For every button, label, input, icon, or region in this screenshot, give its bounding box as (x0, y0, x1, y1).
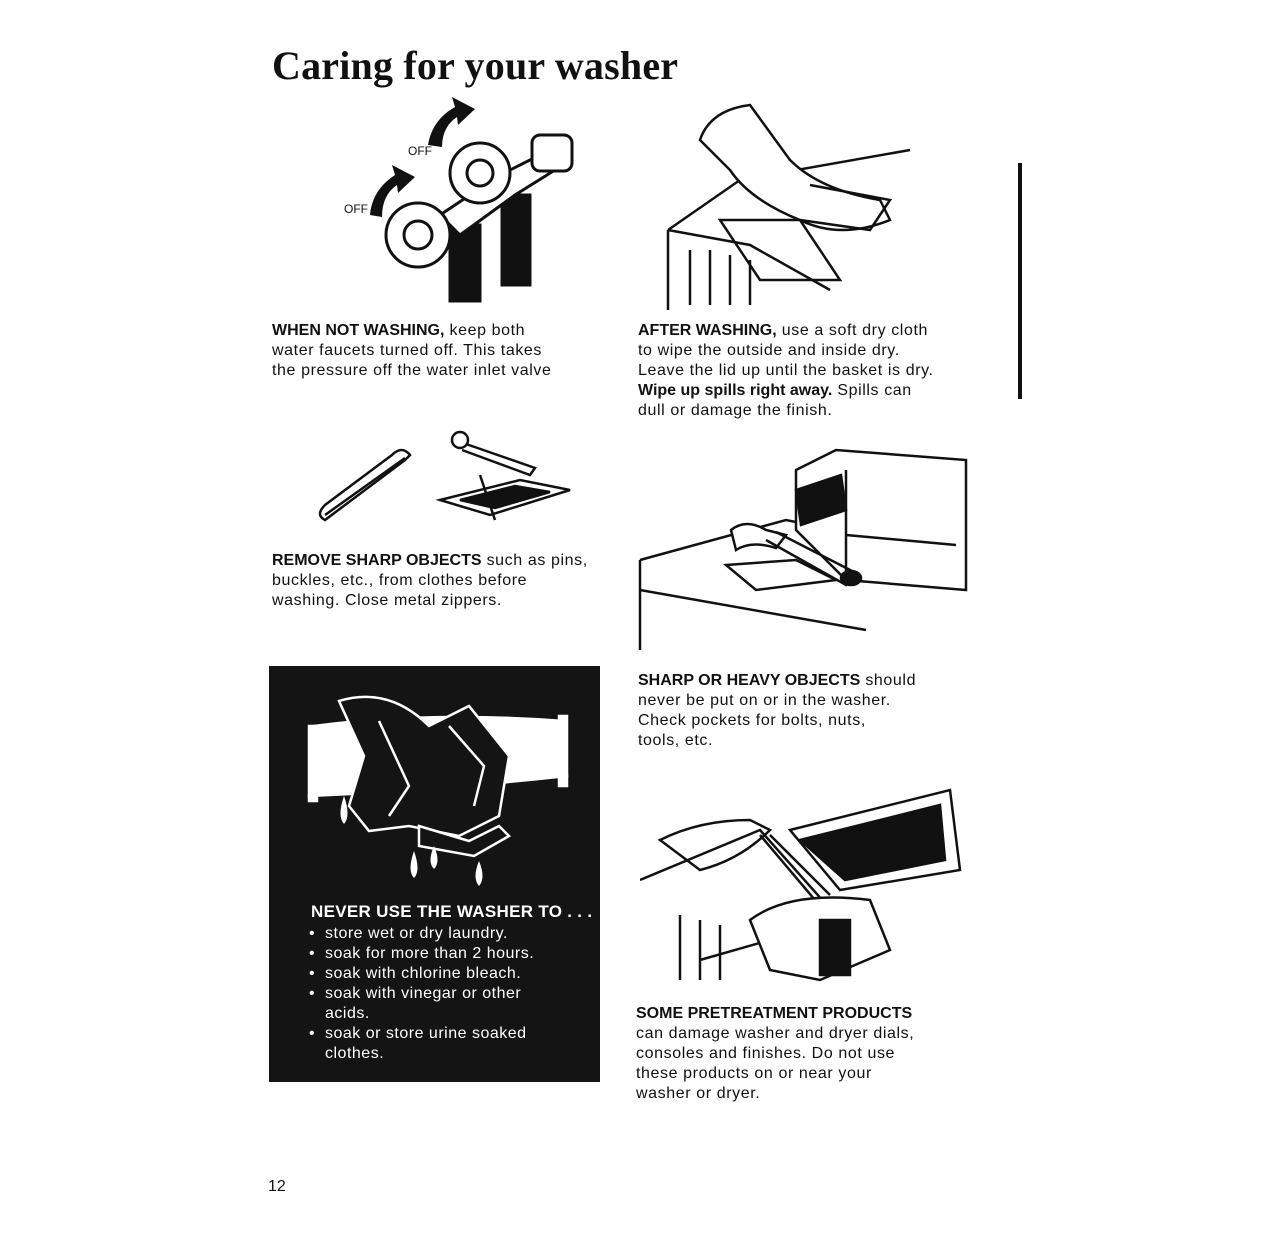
caption-emphasis: Wipe up spills right away. (638, 382, 833, 399)
list-item: • soak with vinegar or other (309, 984, 534, 1004)
faucets-illustration (340, 95, 590, 305)
warning-heading: NEVER USE THE WASHER TO . . . (311, 902, 593, 921)
sharp-objects-caption: REMOVE SHARP OBJECTS such as pins, buckles, etc., from clothes before washing. Close metal zippers. (272, 552, 588, 609)
caption-heading: SOME PRETREATMENT PRODUCTS (636, 1005, 913, 1022)
pretreatment-caption: SOME PRETREATMENT PRODUCTS can damage washer and dryer dials, consoles and finishes. Do not use these products on or near your washer or dryer. (636, 1005, 915, 1102)
page-title: Caring for your washer (272, 43, 679, 88)
after-washing-caption: AFTER WASHING, use a soft dry cloth to wipe the outside and inside dry. Leave the lid up until the basket is dry. Wipe up spills right away. Spills can dull or damage the finish. (638, 322, 934, 419)
heavy-objects-caption: SHARP OR HEAVY OBJECTS should never be put on or in the washer. Check pockets for bolts, nuts, tools, etc. (638, 672, 917, 749)
warning-box (269, 666, 600, 1082)
warning-list (309, 924, 534, 1064)
pin-and-buckle-illustration (310, 420, 590, 540)
hammer-toolbox-illustration (636, 440, 976, 660)
faucets-caption: WHEN NOT WASHING, keep both water faucets turned off. This takes the pressure off the water inlet valve (272, 322, 552, 379)
caption-heading: SHARP OR HEAVY OBJECTS (638, 672, 861, 689)
off-label: OFF (344, 202, 368, 216)
list-item: • soak or store urine soaked (309, 1024, 534, 1044)
list-item-continuation: acids. (325, 1005, 370, 1022)
wiping-washer-illustration (660, 100, 920, 310)
caption-heading: WHEN NOT WASHING, (272, 322, 445, 339)
caption-heading: AFTER WASHING, (638, 322, 777, 339)
list-item: • store wet or dry laundry. (309, 924, 534, 944)
off-label: OFF (408, 144, 432, 158)
list-item: • soak for more than 2 hours. (309, 944, 534, 964)
wet-laundry-illustration (269, 666, 600, 896)
list-item-continuation: clothes. (325, 1045, 385, 1062)
page-number: 12 (268, 1178, 286, 1195)
arrow-icon (428, 97, 475, 147)
pretreatment-illustration (640, 780, 970, 990)
list-item: • soak with chlorine bleach. (309, 964, 534, 984)
caption-heading: REMOVE SHARP OBJECTS (272, 552, 482, 569)
revision-bar (1018, 163, 1022, 399)
